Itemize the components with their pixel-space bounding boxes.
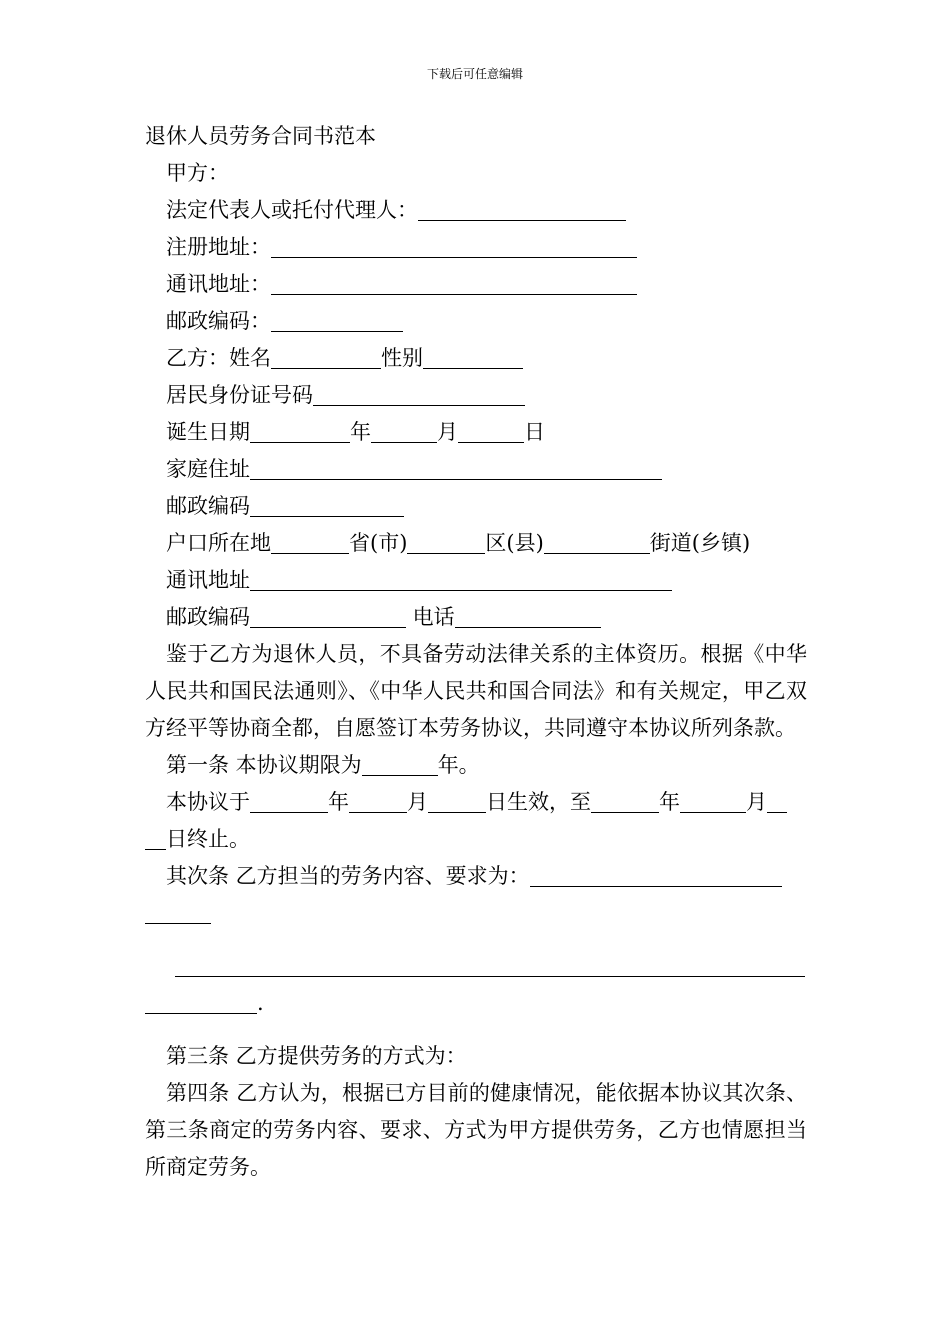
- service-content-blank-2[interactable]: [145, 901, 211, 924]
- hukou-blank[interactable]: [271, 531, 349, 554]
- spacer: [145, 1022, 807, 1038]
- comm-addr-b-blank[interactable]: [250, 568, 672, 591]
- birth-month-blank[interactable]: [371, 420, 437, 443]
- contract-title: 退休人员劳务合同书范本: [145, 124, 376, 148]
- street-blank[interactable]: [544, 531, 650, 554]
- start-day-blank[interactable]: [428, 790, 486, 813]
- postcode-c-blank[interactable]: [250, 605, 406, 628]
- postcode-c-label: 邮政编码: [166, 605, 250, 629]
- postcode-a-blank[interactable]: [271, 309, 403, 332]
- spacer: [145, 932, 807, 948]
- id-no-label: 居民身份证号码: [166, 383, 313, 407]
- comm-addr-b-label: 通讯地址: [166, 568, 250, 592]
- end-month-label: 月: [746, 790, 767, 814]
- postcode-a-line: [145, 303, 807, 340]
- legal-rep-line: [145, 192, 807, 229]
- party-a-line: [145, 155, 807, 192]
- article-3-line: [145, 1038, 807, 1075]
- legal-rep-blank[interactable]: [418, 198, 626, 221]
- end-month-blank[interactable]: [680, 790, 746, 813]
- phone-label: 电话: [406, 605, 455, 629]
- party-a-label: 甲方：: [166, 161, 229, 185]
- start-month-label: 月: [407, 790, 428, 814]
- day-label: 日: [524, 420, 545, 444]
- article-2-continuation: [145, 895, 807, 932]
- home-addr-line: [145, 451, 807, 488]
- home-addr-blank[interactable]: [250, 457, 662, 480]
- party-b-name-blank[interactable]: [271, 346, 381, 369]
- article-1-label: 第一条 本协议期限为: [166, 753, 362, 777]
- article-4-paragraph: 第四条 乙方认为，根据已方目前的健康情况，能依据本协议其次条、第三条商定的劳务内容、要求、方式为甲方提供劳务，乙方也情愿担当所商定劳务。: [145, 1081, 807, 1179]
- year-label: 年: [350, 420, 371, 444]
- effective-end-label: 日终止。: [166, 827, 250, 851]
- party-b-name-label: 乙方：姓名: [166, 346, 271, 370]
- service-content-blank-3[interactable]: [175, 954, 805, 977]
- end-day-blank-part1[interactable]: [767, 790, 787, 813]
- comm-addr-a-blank[interactable]: [271, 272, 637, 295]
- article-2-blank-line: [145, 948, 807, 985]
- party-b-line: [145, 340, 807, 377]
- id-no-blank[interactable]: [313, 383, 525, 406]
- start-year-label: 年: [328, 790, 349, 814]
- article-2-label: 其次条 乙方担当的劳务内容、要求为：: [166, 864, 530, 888]
- birth-day-blank[interactable]: [458, 420, 524, 443]
- district-blank[interactable]: [407, 531, 485, 554]
- header-note: 下载后可任意编辑: [426, 67, 523, 81]
- postcode-c-line: [145, 599, 807, 636]
- gender-label: 性别: [381, 346, 423, 370]
- postcode-b-line: [145, 488, 807, 525]
- legal-rep-label: 法定代表人或托付代理人：: [166, 198, 418, 222]
- postcode-b-blank[interactable]: [250, 494, 404, 517]
- effective-date-line: [145, 784, 807, 821]
- effective-start-label: 本协议于: [166, 790, 250, 814]
- article-2-blank-end-line: [145, 985, 807, 1022]
- article-3-label: 第三条 乙方提供劳务的方式为：: [166, 1044, 467, 1068]
- postcode-a-label: 邮政编码：: [166, 309, 271, 333]
- gender-blank[interactable]: [423, 346, 523, 369]
- street-label: 街道(乡镇): [649, 531, 751, 555]
- term-years-blank[interactable]: [362, 753, 438, 776]
- end-year-blank[interactable]: [591, 790, 659, 813]
- comm-addr-a-label: 通讯地址：: [166, 272, 271, 296]
- start-year-blank[interactable]: [250, 790, 328, 813]
- birth-line: [145, 414, 807, 451]
- province-label: 省(市): [349, 531, 408, 555]
- id-no-line: [145, 377, 807, 414]
- service-content-blank-4[interactable]: [145, 991, 257, 1014]
- district-label: 区(县): [485, 531, 544, 555]
- preamble-paragraph: 鉴于乙方为退休人员，不具备劳动法律关系的主体资历。根据《中华人民共和国民法通则》、《中华人民共和国合同法》和有关规定，甲乙双方经平等协商全都，自愿签订本劳务协议，共同遵守本协议所列条款。: [145, 642, 807, 740]
- hukou-label: 户口所在地: [166, 531, 271, 555]
- effective-mid-label: 日生效，至: [486, 790, 591, 814]
- reg-addr-label: 注册地址：: [166, 235, 271, 259]
- effective-end-line: [145, 821, 807, 858]
- service-content-blank-1[interactable]: [530, 864, 782, 887]
- article-2-line: [145, 858, 807, 895]
- month-label: 月: [437, 420, 458, 444]
- reg-addr-blank[interactable]: [271, 235, 637, 258]
- start-month-blank[interactable]: [349, 790, 407, 813]
- end-day-blank-part2[interactable]: [145, 827, 166, 850]
- comm-addr-b-line: [145, 562, 807, 599]
- hukou-line: [145, 525, 807, 562]
- postcode-b-label: 邮政编码: [166, 494, 250, 518]
- comm-addr-a-line: [145, 266, 807, 303]
- phone-blank[interactable]: [455, 605, 601, 628]
- reg-addr-line: [145, 229, 807, 266]
- contract-body: [145, 118, 807, 1186]
- period-mark: .: [257, 991, 264, 1015]
- home-addr-label: 家庭住址: [166, 457, 250, 481]
- article-1-line: [145, 747, 807, 784]
- end-year-label: 年: [659, 790, 680, 814]
- article-1-end: 年。: [437, 753, 480, 777]
- birth-label: 诞生日期: [166, 420, 250, 444]
- birth-year-blank[interactable]: [250, 420, 350, 443]
